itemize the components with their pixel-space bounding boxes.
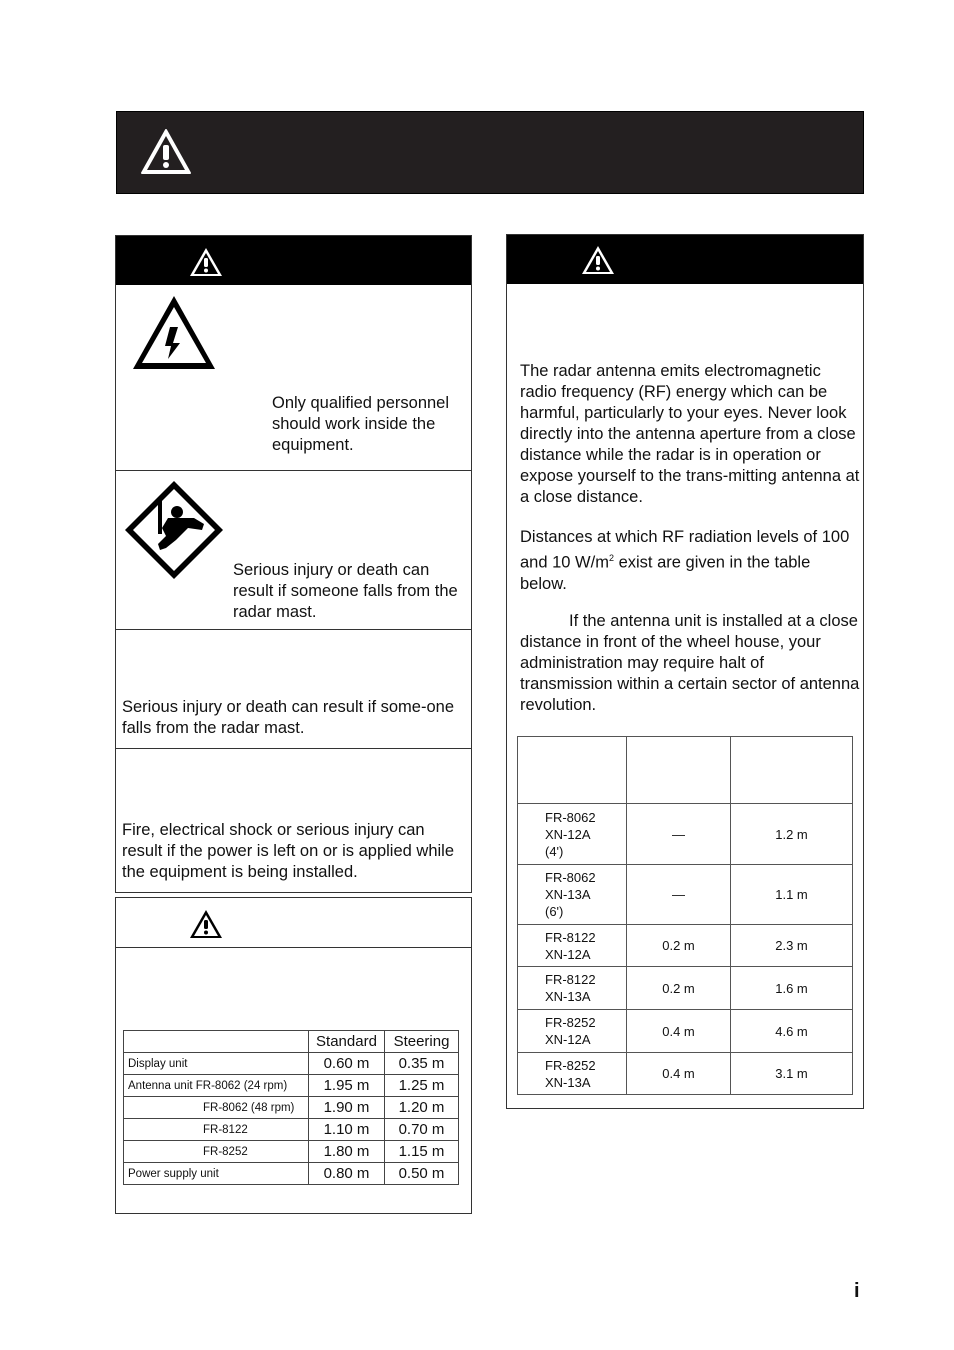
- power-off-text: Fire, electrical shock or serious injury can result if the power is left on or is applied while the equipment is being installed.: [122, 821, 454, 881]
- steering-cell: 0.70 m: [385, 1119, 459, 1141]
- electric-shock-section: [116, 285, 471, 471]
- steering-cell: 1.15 m: [385, 1141, 459, 1163]
- table-row: [518, 967, 853, 1010]
- safety-belt-section: [116, 629, 471, 749]
- distance-10-cell: 1.6 m: [731, 967, 853, 1010]
- distance-10-cell: 2.3 m: [731, 925, 853, 967]
- column-header: Steering: [385, 1031, 459, 1053]
- mast-fall-text: Serious injury or death can result if someone falls from the radar mast.: [233, 561, 458, 621]
- warning-box-right: [506, 234, 864, 1109]
- distance-10-cell: 4.6 m: [731, 1010, 853, 1053]
- model-cell: FR-8252 XN-13A: [518, 1053, 627, 1095]
- table-row: [124, 1119, 459, 1141]
- unit-cell: FR-8062 (48 rpm): [124, 1097, 309, 1119]
- safety-header-bar: [116, 111, 864, 194]
- steering-cell: 1.25 m: [385, 1075, 459, 1097]
- table-row: [518, 1010, 853, 1053]
- distance-100-cell: 0.2 m: [627, 967, 731, 1010]
- electric-shock-text: Only qualified personnel should work inside the equipment.: [272, 394, 450, 454]
- warning-triangle-icon: [188, 908, 224, 940]
- caution-box: [115, 897, 472, 1214]
- table-row: [124, 1141, 459, 1163]
- unit-cell: FR-8252: [124, 1141, 309, 1163]
- standard-cell: 1.10 m: [309, 1119, 385, 1141]
- mast-fall-section: [116, 470, 471, 630]
- model-cell: FR-8122 XN-12A: [518, 925, 627, 967]
- table-row: [124, 1053, 459, 1075]
- page-number: i: [854, 1280, 860, 1302]
- warning-triangle-icon: [580, 244, 616, 276]
- model-cell: FR-8062 XN-12A (4'): [518, 804, 627, 865]
- model-cell: FR-8252 XN-12A: [518, 1010, 627, 1053]
- warning-header: [116, 236, 471, 285]
- table-row: [518, 804, 853, 865]
- rf-distance-paragraph: Distances at which RF radiation levels of 100 and 10 $W/m^2$ exist are given in the table below.: [520, 528, 850, 593]
- table-row: [518, 925, 853, 967]
- unit-cell: Power supply unit: [124, 1163, 309, 1185]
- power-off-section: [116, 748, 471, 894]
- steering-cell: 0.35 m: [385, 1053, 459, 1075]
- distance-100-cell: 0.4 m: [627, 1053, 731, 1095]
- model-cell: FR-8062 XN-13A (6'): [518, 865, 627, 925]
- steering-cell: 0.50 m: [385, 1163, 459, 1185]
- distance-100-cell: 0.4 m: [627, 1010, 731, 1053]
- table-header-row: [124, 1031, 459, 1053]
- caution-header: [116, 898, 471, 948]
- table-header-row: [518, 737, 853, 804]
- distance-10-cell: 3.1 m: [731, 1053, 853, 1095]
- safety-belt-text: Serious injury or death can result if some-one falls from the radar mast.: [122, 698, 454, 737]
- standard-cell: 0.60 m: [309, 1053, 385, 1075]
- warning-triangle-icon: [139, 127, 193, 177]
- person-falling-icon: [122, 478, 226, 582]
- warning-header: [507, 235, 863, 284]
- distance-100-cell: —: [627, 865, 731, 925]
- standard-cell: 1.80 m: [309, 1141, 385, 1163]
- wheelhouse-paragraph: If the antenna unit is installed at a close distance in front of the wheel house, your administration may require halt of transmission within a certain sector of antenna revolution.: [520, 612, 860, 714]
- column-header: Standard: [309, 1031, 385, 1053]
- distance-10-cell: 1.1 m: [731, 865, 853, 925]
- standard-cell: 1.95 m: [309, 1075, 385, 1097]
- table-row: [124, 1097, 459, 1119]
- warning-box-left: [115, 235, 472, 893]
- warning-triangle-icon: [188, 246, 224, 278]
- electric-shock-icon: [130, 293, 218, 373]
- table-row: [124, 1163, 459, 1185]
- unit-cell: Display unit: [124, 1053, 309, 1075]
- rf-distance-table: [517, 736, 853, 1095]
- distance-100-cell: 0.2 m: [627, 925, 731, 967]
- distance-10-cell: 1.2 m: [731, 804, 853, 865]
- model-cell: FR-8122 XN-13A: [518, 967, 627, 1010]
- table-row: [518, 1053, 853, 1095]
- unit-cell: Antenna unit FR-8062 (24 rpm): [124, 1075, 309, 1097]
- unit-cell: FR-8122: [124, 1119, 309, 1141]
- standard-cell: 1.90 m: [309, 1097, 385, 1119]
- table-row: [124, 1075, 459, 1097]
- compass-safe-distance-table: [123, 1030, 459, 1185]
- table-row: [518, 865, 853, 925]
- distance-100-cell: —: [627, 804, 731, 865]
- rf-warning-paragraph: The radar antenna emits electromagnetic radio frequency (RF) energy which can be harmful, particularly to your eyes. Never look directly into the antenna aperture from a close distance while the radar is in operation or expose yourself to the trans-mitting antenna at a close distance.: [520, 362, 860, 506]
- steering-cell: 1.20 m: [385, 1097, 459, 1119]
- standard-cell: 0.80 m: [309, 1163, 385, 1185]
